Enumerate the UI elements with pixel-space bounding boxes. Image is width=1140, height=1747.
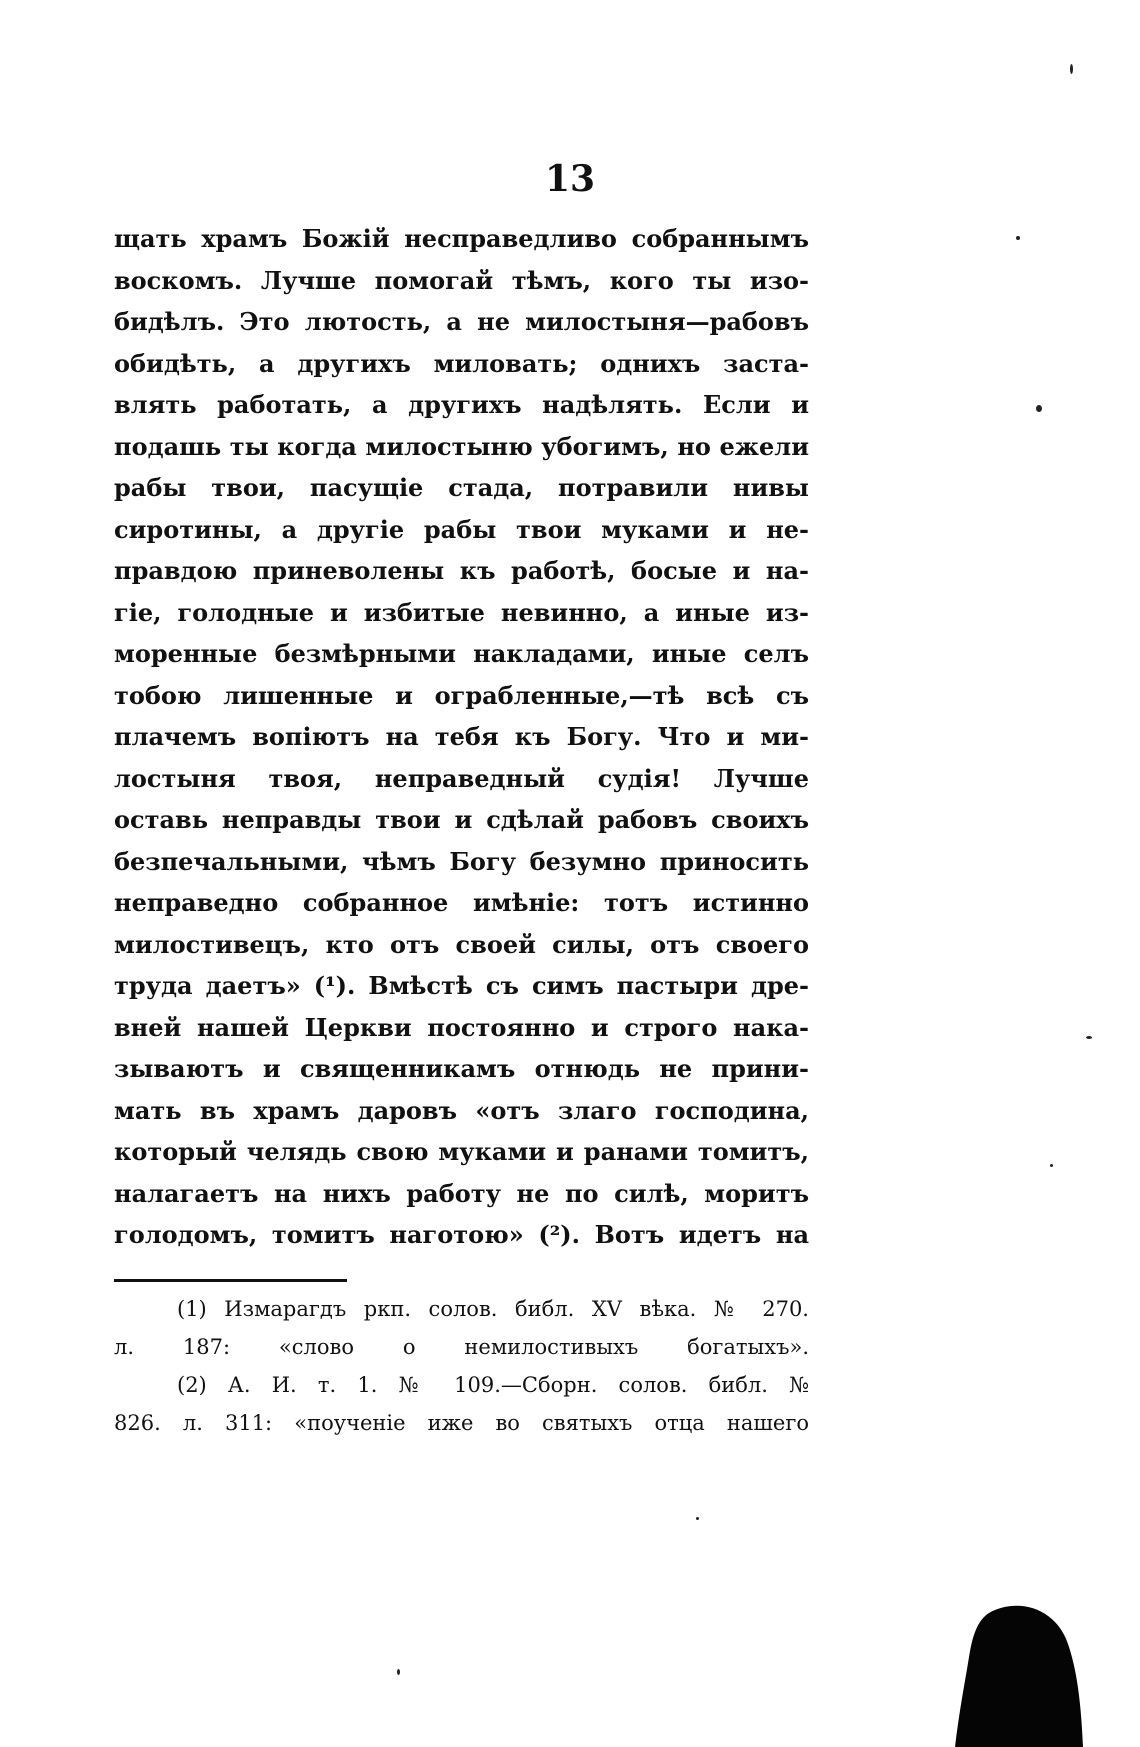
page-number: 13 <box>544 158 596 200</box>
ink-blot <box>955 1602 1083 1747</box>
text-line: влять работать, а другихъ надѣлять. Если и <box>114 390 809 419</box>
footnote-separator <box>114 1279 347 1282</box>
scan-speck <box>1086 1036 1092 1039</box>
footnotes <box>114 1290 809 1442</box>
text-line: мать въ храмъ даровъ «отъ злаго господина, <box>114 1095 809 1125</box>
text-line: рабы твои, пасущіе стада, потравили нивы <box>114 473 809 502</box>
scan-speck <box>1050 1164 1053 1167</box>
footnote-1-continued: л. 187: «слово о немилостивыхъ богатыхъ». <box>114 1335 809 1359</box>
text-line: безпечальными, чѣмъ Богу безумно приносить <box>114 846 809 876</box>
text-line: налагаетъ на нихъ работу не по силѣ, моритъ <box>114 1178 809 1208</box>
main-text <box>114 218 809 1256</box>
text-line: зываютъ и священникамъ отнюдь не прини- <box>114 1054 809 1083</box>
scan-speck <box>696 1517 699 1520</box>
text-line: обидѣть, а другихъ миловать; однихъ заста- <box>114 348 809 378</box>
text-line: милостивецъ, кто отъ своей силы, отъ своего <box>114 929 809 959</box>
scan-speck <box>397 1669 400 1675</box>
footnote-1: (1) Измарагдъ ркп. солов. библ. XV вѣка. № 270. <box>177 1297 809 1321</box>
footnote-2: (2) А. И. т. 1. № 109.—Сборн. солов. библ. № <box>177 1373 809 1397</box>
footnote-2-continued: 826. л. 311: «поученіе иже во святыхъ отца нашего <box>114 1411 809 1435</box>
text-line: щать храмъ Божій несправедливо собраннымъ <box>114 224 809 253</box>
text-line: воскомъ. Лучше помогай тѣмъ, кого ты изо- <box>114 265 809 295</box>
text-line: вней нашей Церкви постоянно и строго нака- <box>114 1012 809 1042</box>
text-line: бидѣлъ. Это лютость, а не милостыня—рабовъ <box>114 307 809 336</box>
text-line: сиротины, а другіе рабы твои муками и не- <box>114 514 809 544</box>
text-line: правдою приневолены къ работѣ, босые и на- <box>114 556 809 585</box>
text-line: гіе, голодные и избитые невинно, а иные из- <box>114 597 809 627</box>
scan-speck <box>1016 236 1020 240</box>
text-line: неправедно собранное имѣніе: тотъ истинно <box>114 888 809 917</box>
text-line: моренные безмѣрными накладами, иные селъ <box>114 639 809 668</box>
text-line: плачемъ вопіютъ на тебя къ Богу. Что и ми- <box>114 722 809 751</box>
text-line: тобою лишенные и ограбленные,—тѣ всѣ съ <box>114 680 809 710</box>
text-line: оставь неправды твои и сдѣлай рабовъ своихъ <box>114 805 809 834</box>
text-line: подашь ты когда милостыню убогимъ, но ежели <box>114 431 809 461</box>
scan-speck <box>1036 405 1042 412</box>
text-line: лостыня твоя, неправедный судія! Лучше <box>114 763 809 793</box>
scan-speck <box>1070 64 1073 74</box>
text-line: голодомъ, томитъ наготою» (²). Вотъ идетъ на <box>114 1220 809 1249</box>
text-line: труда даетъ» (¹). Вмѣстѣ съ симъ пастыри дре- <box>114 971 809 1000</box>
text-line: который челядь свою муками и ранами томитъ, <box>114 1137 809 1166</box>
